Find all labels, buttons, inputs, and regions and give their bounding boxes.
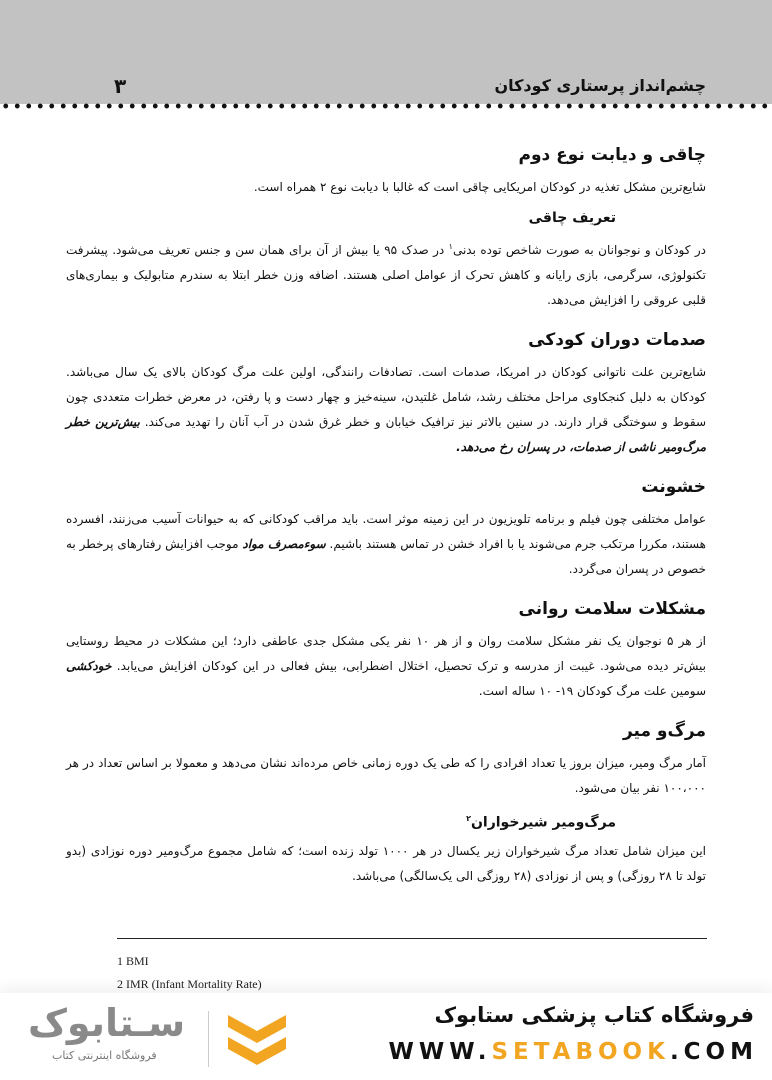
subheading-infant-mortality <box>66 809 706 833</box>
emphasis-text: خودکشی <box>66 659 112 673</box>
paragraph-violence <box>66 507 706 582</box>
footnote-2: 2 IMR (Infant Mortality Rate) <box>117 977 262 991</box>
paragraph-injuries <box>66 360 706 460</box>
store-url[interactable] <box>389 1039 759 1065</box>
url-accent: SETABOOK <box>491 1039 670 1065</box>
text-run: سومین علت مرگ کودکان ۱۹- ۱۰ ساله است. <box>478 684 706 698</box>
footnotes <box>117 950 262 996</box>
paragraph-mental-health <box>66 629 706 704</box>
emphasis-text: سوءمصرف مواد <box>242 537 326 551</box>
section-heading-obesity: چاقی و دیابت نوع دوم <box>518 145 706 165</box>
paragraph-infant-mortality: این میزان شامل تعداد مرگ شیرخواران زیر یکسال در هر ۱۰۰۰ تولد زنده است؛ که شامل مجموع مرگ‌ومیر دوره نوزادی (بدو تولد تا ۲۸ روزگی) و پس از نوزادی (۲۸ روزگی الی یک‌سالگی) می‌باشد. <box>66 843 706 883</box>
footnote-rule <box>117 938 707 939</box>
page-body <box>66 128 706 893</box>
dotted-divider <box>0 101 772 111</box>
section-heading-mental-health: مشکلات سلامت روانی <box>518 599 706 619</box>
footnote-1: 1 BMI <box>117 954 149 968</box>
footnote-ref-1: ۱ <box>448 242 453 251</box>
text-run: موجب افزایش رفتارهای پرخطر به خصوص در پسران می‌گردد. <box>66 537 706 576</box>
text-run: در صدک ۹۵ یا بیش از آن برای همان سن و جنس تعریف می‌شود. پیشرفت تکنولوژی، سرگرمی، بازی رایانه و کاهش تحرک از عوامل اصلی هستند. اضافه وزن خطر ابتلا به سندرم متابولیک و بیماری‌های قلبی عروقی را افزایش می‌دهد. <box>66 243 706 307</box>
brand-tagline: فروشگاه اینترنتی کتاب <box>52 1049 157 1062</box>
paragraph-obesity-definition <box>66 234 706 313</box>
text-run: عوامل مختلفی چون فیلم و برنامه تلویزیون در این زمینه موثر است. باید مراقب کودکانی که به حیوانات آسیب می‌زنند، افسرده هستند، مکررا مرتکب جرم می‌شوند یا با افراد خشن در تماس هستند باشیم. <box>66 512 706 551</box>
url-part: WWW. <box>388 1039 492 1065</box>
url-part: .COM <box>669 1039 758 1065</box>
text-run: در کودکان و نوجوانان به صورت شاخص توده بدنی <box>452 243 707 257</box>
store-banner <box>0 993 772 1080</box>
text-run: شایع‌ترین علت ناتوانی کودکان در امریکا، صدمات است. تصادفات رانندگی، اولین علت مرگ کودکان بالای یک سال می‌باشد. کودکان به دلیل کنجکاوی مراحل مختلف رشد، شامل غلتیدن، سینه‌خیز و چهار دست و پا رفتن، در معرض خطرات متعددی چون سقوط و سوختگی قرار دارند. در سنین بالاتر نیز ترافیک خیابان و خطر غرق شدن در آب آنان را تهدید می‌کند. <box>66 365 707 429</box>
text-run: از هر ۵ نوجوان یک نفر مشکل سلامت روان و از هر ۱۰ نفر یکی مشکل جدی عاطفی دارد؛ این مشکلات در محیط روستایی بیش‌تر دیده می‌شود. غیبت از مدرسه و ترک تحصیل، اختلال اضطرابی، بیش فعالی در این کودکان افزایش می‌یابد. <box>66 634 706 673</box>
section-heading-injuries: صدمات دوران کودکی <box>528 330 706 350</box>
store-name: فروشگاه کتاب پزشکی ستابوک <box>434 1003 754 1027</box>
paragraph-mortality: آمار مرگ ومیر، میزان بروز یا تعداد افرادی را که طی یک دوره زمانی خاص مرده‌اند نشان می‌دهد و معمولا بر اساس تعداد در هر ۱۰۰،۰۰۰ نفر بیان می‌شود. <box>66 756 706 795</box>
chevron-logo-icon <box>222 1011 292 1071</box>
running-title: چشم‌انداز پرستاری کودکان <box>494 76 706 95</box>
subheading-obesity-definition: تعریف چاقی <box>528 210 616 226</box>
paragraph-obesity-intro: شایع‌ترین مشکل تغذیه در کودکان امریکایی چاقی است که غالبا با دیابت نوع ۲ همراه است. <box>253 180 706 194</box>
page-number: ۳ <box>114 74 127 98</box>
logo-divider <box>208 1011 209 1067</box>
section-heading-mortality: مرگ‌و میر <box>622 721 706 741</box>
section-heading-violence: خشونت <box>641 477 706 497</box>
brand-logo-text: سـتابوک <box>28 1001 186 1045</box>
emphasis-text: بیش‌ترین خطر مرگ‌ومیر ناشی از صدمات، در پسران رخ می‌دهد. <box>66 415 706 454</box>
text-run: مرگ‌ومیر شیرخواران <box>470 814 616 831</box>
footnote-ref-2: ۲ <box>466 814 471 823</box>
page-header <box>0 0 772 104</box>
